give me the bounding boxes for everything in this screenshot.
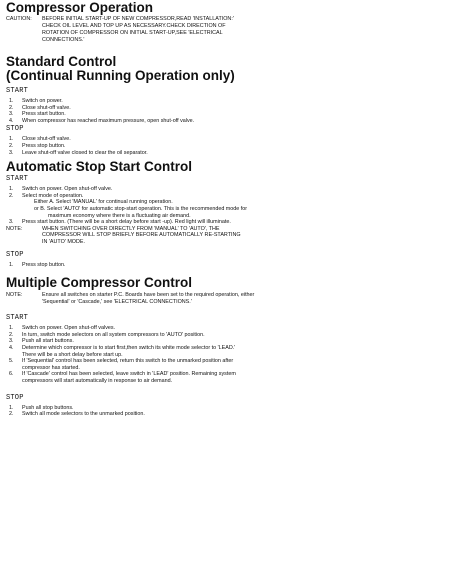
multiple-start-list [6,325,446,384]
list-item: 6. If 'Cascade' control has been selected, leave switch in 'LEAD' position. Remaining system [9,371,236,378]
list-item: 1. Press stop button. [9,261,66,268]
automatic-start-heading: START [6,175,29,184]
multiple-stop-list [6,405,446,418]
automatic-control-title: Automatic Stop Start Control [6,159,192,175]
list-item: 4. Determine which compressor is to start first,then switch its white mode selector to 'LEAD.' [9,345,236,352]
automatic-stop-heading: STOP [6,250,24,259]
note-text [42,292,446,305]
list-item: 2. Select mode of operation. [9,192,84,199]
standard-control-title: Standard Control [6,54,117,69]
list-item: 1. Close shut-off valve. [9,136,71,143]
automatic-note [6,226,446,246]
document-page [6,0,446,418]
caution-text [42,16,446,44]
page-title: Compressor Operation [6,0,154,15]
standard-stop-heading: STOP [6,125,24,134]
caution-line: BEFORE INITIAL START-UP OF NEW COMPRESSOR,READ 'INSTALLATION:' [42,16,234,22]
standard-stop-list [6,136,446,156]
list-item: 3. Push all start buttons. [9,338,74,345]
note-line: WHEN SWITCHING OVER DIRECTLY FROM 'MANUAL' TO 'AUTO', THE [42,225,220,232]
caution-block [6,16,446,44]
caution-line: ROTATION OF COMPRESSOR ON INITIAL START-UP,SEE 'ELECTRICAL [42,30,223,36]
list-item: 1. Push all stop buttons. [9,404,74,411]
list-item: 2. Press stop button. [9,142,66,149]
caution-line: CONNECTIONS.' [42,37,85,43]
list-item: 3. Leave shut-off valve closed to clear the oil separator. [9,149,148,156]
multiple-note [6,292,446,305]
list-item: 3. Press start button. (There will be a short delay before start -up). Red light will illuminate. [9,219,231,226]
multiple-control-title: Multiple Compressor Control [6,275,193,291]
note-text [42,226,446,246]
option-or-continued: maximum economy where there is a fluctuating air demand. [48,212,191,219]
automatic-start-list-continued [6,219,446,226]
standard-start-heading: START [6,87,29,95]
multiple-start-heading: START [6,314,29,323]
list-item: 1. Switch on power. Open shut-off valves. [9,325,116,332]
caution-label: CAUTION: [6,16,32,22]
standard-control-subtitle: (Continual Running Operation only) [6,68,235,83]
note-line: IN 'AUTO' MODE. [42,238,85,245]
list-item: 1. Switch on power. Open shut-off valve. [9,186,113,193]
option-either: Either A. Select 'MANUAL' for continual running operation. [34,199,173,206]
list-item: 5. If 'Sequential' control has been selected, return this switch to the unmarked position after [9,358,234,365]
list-item: 2. Close shut-off valve. [9,104,71,111]
note-line: Ensure all switches on starter P.C. Boards have been set to the required operation, either [42,292,255,299]
list-item: 2. In turn, switch mode selectors on all system compressors to 'AUTO' position. [9,331,205,338]
list-item: 2. Switch all mode selectors to the unmarked position. [9,411,145,418]
list-item-continued: compressor has started. [22,364,80,371]
list-item-continued: There will be a short delay before start up. [22,351,123,358]
option-or: or B. Select 'AUTO' for automatic stop-start operation. This is the recommended mode for [34,205,248,212]
note-label: NOTE: [6,292,23,299]
list-item: 4. When compressor has reached maximum pressure, open shut-off valve. [9,117,195,124]
multiple-stop-heading: STOP [6,393,24,402]
caution-line: CHECK OIL LEVEL AND TOP UP AS NECESSARY.CHECK DIRECTION OF [42,23,226,29]
list-item: 1. Switch on power. [9,98,63,104]
note-line: COMPRESSOR WILL STOP BRIEFLY BEFORE AUTOMATICALLY RE-STARTING [42,232,241,239]
note-label: NOTE: [6,225,23,232]
note-line: 'Sequential' or 'Cascade,' see 'ELECTRICAL CONNECTIONS.' [42,298,192,305]
standard-start-list [6,98,446,124]
automatic-stop-list [6,262,446,269]
list-item: 3. Press start button. [9,111,66,118]
automatic-start-list [6,186,446,199]
list-item-continued: compressors will start automatically in response to air demand. [22,378,173,385]
